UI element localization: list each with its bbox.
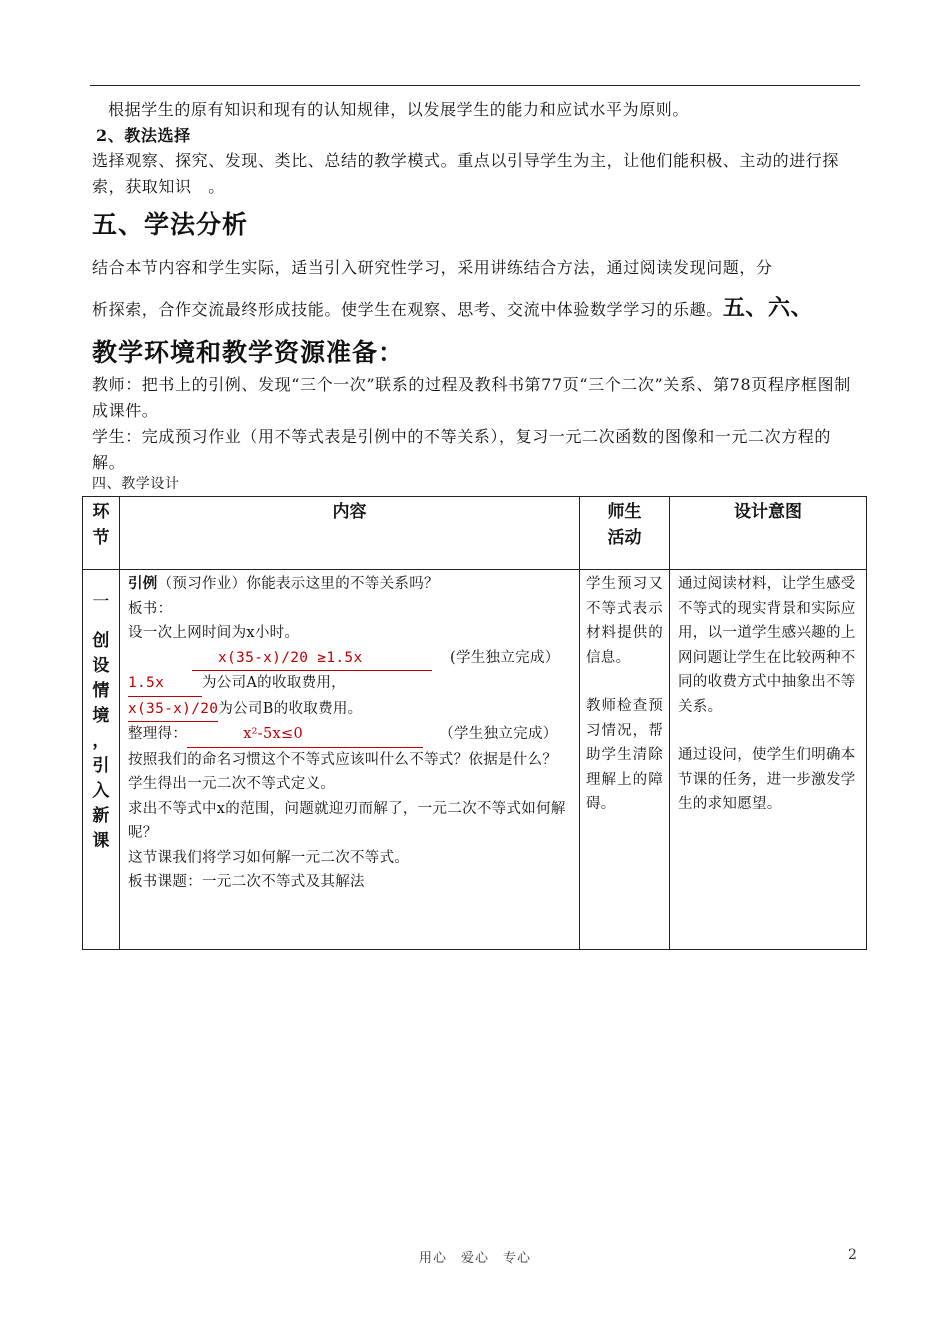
- company-a-text: 为公司A的收取费用，: [202, 675, 346, 691]
- stage-char: 课: [92, 831, 110, 851]
- student-paragraph: 学生：完成预习作业（用不等式表是引例中的不等关系），复习一元二次函数的图像和一元二次方程的解。: [92, 427, 832, 472]
- simplify-label: 整理得：: [128, 726, 188, 742]
- stage-char: 新: [92, 806, 110, 826]
- stage-char: 引: [92, 756, 110, 776]
- header-rule: [90, 85, 860, 86]
- company-b-text: 为公司B的收取费用。: [218, 700, 363, 717]
- intro-paragraph: 根据学生的原有知识和现有的认知规律，以发展学生的能力和应试水平为原则。: [108, 100, 690, 119]
- section5-tail-heading: 五、六、: [722, 295, 814, 321]
- content-line-3: 设一次上网时间为x小时。: [128, 625, 300, 641]
- header-stage-1: 环: [92, 502, 110, 522]
- activity-teacher: 教师检查预习情况，帮助学生清除理解上的障碍。: [586, 698, 663, 812]
- content-line-10: 求出不等式中x的范围，问题就迎刃而解了，一元二次不等式如何解呢？: [128, 800, 566, 841]
- intent-reading: 通过阅读材料，让学生感受不等式的现实背景和实际应用，以一道学生感兴趣的上网问题让学生在比较两种不同的收费方式中抽象出不等关系。: [678, 576, 856, 715]
- company-a-expression: 1.5x: [128, 671, 202, 697]
- stage-char: 设: [92, 656, 110, 676]
- content-line-1: [128, 572, 571, 597]
- activity-cell: [580, 570, 670, 950]
- intent-questioning: 通过设问，使学生们明确本节课的任务，进一步激发学生的求知愿望。: [678, 747, 856, 812]
- content-line-9: 学生得出一元二次不等式定义。: [128, 776, 336, 792]
- stage-cell: [83, 570, 120, 950]
- section5-heading: 五、学法分析: [92, 210, 249, 239]
- section5-line-2-text: 析探索，合作交流最终形成技能。使学生在观察、思考、交流中体验数学学习的乐趣。: [92, 300, 723, 319]
- method-paragraph: 选择观察、探究、发现、类比、总结的教学模式。重点以引导学生为主，让他们能积极、主动的进行探索，获取知识 。: [92, 151, 840, 196]
- page-number: 2: [848, 1247, 857, 1263]
- header-activity-2: 活动: [607, 528, 642, 548]
- content-line-7: [128, 722, 571, 748]
- header-activity-1: 师生: [607, 502, 642, 522]
- teacher-paragraph: 教师：把书上的引例、发现“三个一次”联系的过程及教科书第77页“三个二次”关系、第78页程序框图制成课件。: [92, 375, 851, 420]
- section4-label: 四、教学设计: [92, 476, 180, 492]
- header-intent: 设计意图: [670, 497, 867, 570]
- simplified-note: （学生独立完成）: [439, 726, 558, 742]
- content-line-6: [128, 697, 571, 723]
- content-line-4: [128, 646, 571, 672]
- intent-cell: [670, 570, 867, 950]
- section5-line-2: [92, 288, 862, 330]
- section6-heading: 教学环境和教学资源准备：: [92, 338, 405, 367]
- header-activity: [580, 497, 670, 570]
- content-line-2: 板书：: [128, 600, 173, 617]
- company-b-expression: x(35-x)/20: [128, 697, 218, 723]
- simplified-inequality: x²-5x≤0: [187, 722, 423, 748]
- content-line-8: 按照我们的命名习惯这个不等式应该叫什么不等式？依据是什么？: [128, 751, 558, 768]
- section5-line-1: 结合本节内容和学生实际，适当引入研究性学习，采用讲练结合方法，通过阅读发现问题，分: [92, 258, 773, 277]
- inequality-note: (学生独立完成）: [450, 649, 560, 666]
- teaching-design-table: [82, 496, 867, 950]
- section5-paragraph: [92, 248, 862, 330]
- stage-char: 一: [92, 592, 110, 612]
- stage-char: ，: [92, 731, 110, 751]
- header-stage-2: 节: [92, 528, 110, 548]
- content-line-12: 板书课题：一元二次不等式及其解法: [128, 874, 365, 890]
- header-content: 内容: [120, 497, 580, 570]
- activity-student: 学生预习又不等式表示材料提供的信息。: [586, 576, 663, 666]
- content-cell: [120, 570, 580, 950]
- stage-char: 情: [92, 681, 110, 701]
- method-heading: 2、教法选择: [96, 126, 191, 145]
- page-footer: 用心 爱心 专心: [418, 1251, 531, 1266]
- table-row: [83, 570, 867, 950]
- content-line-5: [128, 671, 571, 697]
- example-question: （预习作业）你能表示这里的不等关系吗？: [157, 576, 439, 592]
- example-label: 引例: [128, 575, 158, 592]
- stage-char: 境: [92, 706, 110, 726]
- content-line-11: 这节课我们将学习如何解一元二次不等式。: [128, 849, 410, 866]
- header-stage: [83, 497, 120, 570]
- stage-char: 入: [92, 781, 110, 801]
- inequality-expression: x(35-x)/20 ≥1.5x: [192, 646, 432, 672]
- stage-char: 创: [92, 631, 110, 651]
- table-header-row: [83, 497, 867, 570]
